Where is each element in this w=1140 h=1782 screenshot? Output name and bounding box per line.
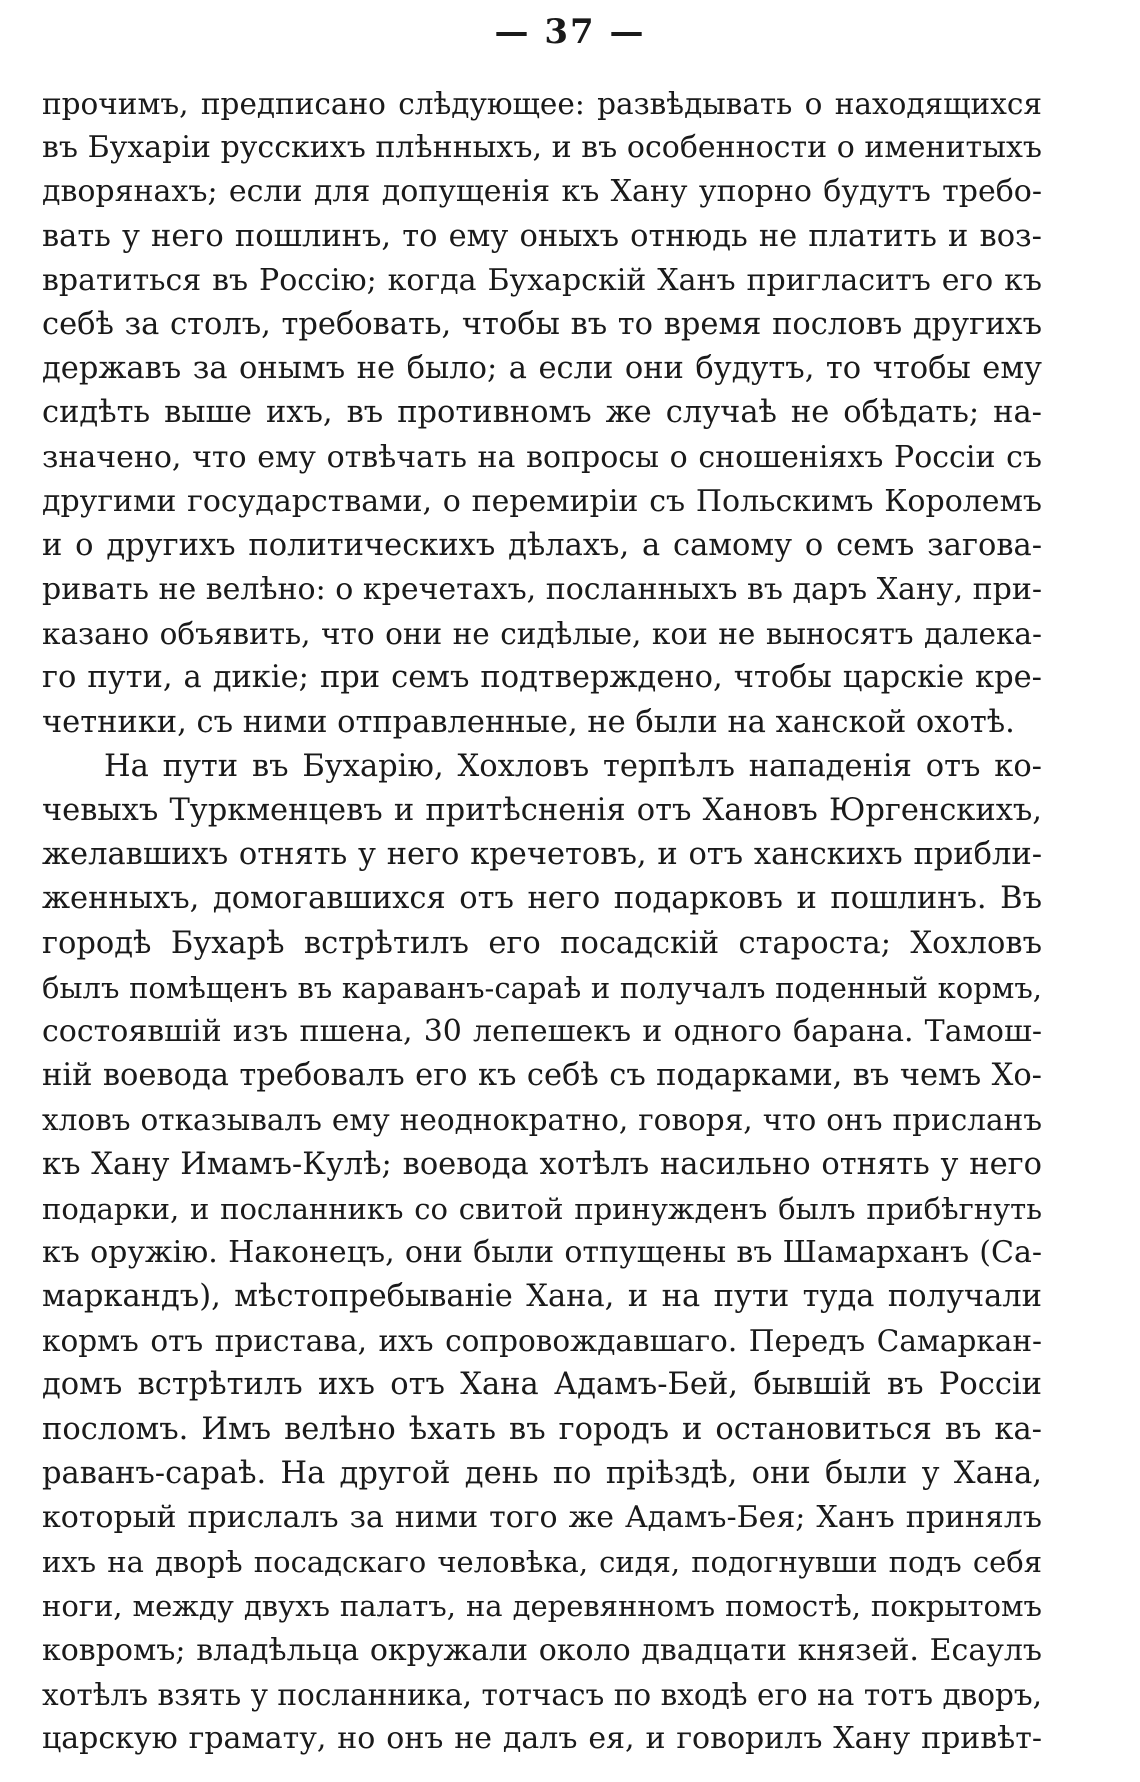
text-line: хловъ отказывалъ ему неоднократно, говоря, что онъ присланъ: [42, 1103, 1042, 1138]
text-line: го пути, а дикіе; при семъ подтверждено, чтобы царскіе кре-: [42, 660, 1042, 696]
text-line: На пути въ Бухарію, Хохловъ терпѣлъ нападенія отъ ко-: [104, 748, 1042, 784]
text-line: ній воевода требовалъ его къ себѣ съ подарками, въ чемъ Хо-: [42, 1058, 1042, 1094]
text-line: державъ за онымъ не было; а если они будутъ, то чтобы ему: [42, 351, 1042, 387]
text-line: маркандъ), мѣстопребываніе Хана, и на пути туда получали: [42, 1279, 1042, 1315]
text-line: хотѣлъ взять у посланника, тотчасъ по входѣ его на тотъ дворъ,: [42, 1677, 1042, 1712]
text-line: желавшихъ отнять у него кречетовъ, и отъ ханскихъ прибли-: [42, 837, 1042, 873]
body-text: [42, 82, 1042, 1761]
text-line: сидѣть выше ихъ, въ противномъ же случаѣ не обѣдать; на-: [42, 395, 1042, 431]
page-number: — 37 —: [494, 12, 646, 52]
text-line: былъ помѣщенъ въ караванъ-сараѣ и получалъ поденный кормъ,: [42, 970, 1042, 1005]
text-line: посломъ. Имъ велѣно ѣхать въ городъ и остановиться въ ка-: [42, 1411, 1042, 1447]
text-line: состоявшій изъ пшена, 30 лепешекъ и одного барана. Тамош-: [42, 1013, 1042, 1049]
text-line: раванъ-сараѣ. На другой день по пріѣздѣ, они были у Хана,: [42, 1455, 1042, 1491]
text-line: городѣ Бухарѣ встрѣтилъ его посадскій староста; Хохловъ: [42, 925, 1042, 961]
text-line: вать у него пошлинъ, то ему оныхъ отнюдь не платить и воз-: [42, 218, 1042, 254]
text-line: подарки, и посланникъ со свитой принужденъ былъ прибѣгнуть: [42, 1191, 1042, 1226]
text-line: царскую грамату, но онъ не далъ ея, и говорилъ Хану привѣт-: [42, 1720, 1042, 1756]
text-line: кормъ отъ пристава, ихъ сопровождавшаго. Передъ Самаркан-: [42, 1324, 1042, 1359]
text-line: къ оружію. Наконецъ, они были отпущены въ Шамарханъ (Са-: [42, 1234, 1042, 1270]
text-line: вратиться въ Россію; когда Бухарскій Ханъ пригласитъ его къ: [42, 262, 1042, 298]
text-line: казано объявить, что они не сидѣлые, кои не выносятъ далека-: [42, 617, 1042, 652]
text-line: дворянахъ; если для допущенія къ Хану упорно будутъ требо-: [42, 174, 1042, 210]
text-line: четники, съ ними отправленные, не были на ханской охотѣ.: [42, 704, 1015, 740]
text-line: ихъ на дворѣ посадскаго человѣка, сидя, подогнувши подъ себя: [42, 1545, 1042, 1580]
text-line: ковромъ; владѣльца окружали около двадцати князей. Есаулъ: [42, 1632, 1042, 1668]
text-line: къ Хану Имамъ-Кулѣ; воевода хотѣлъ насильно отнять у него: [42, 1146, 1042, 1182]
text-line: который прислалъ за ними того же Адамъ-Бея; Ханъ принялъ: [42, 1500, 1042, 1535]
text-line: значено, что ему отвѣчать на вопросы о сношеніяхъ Россіи съ: [42, 439, 1042, 475]
text-line: ривать не велѣно: о кречетахъ, посланныхъ въ даръ Хану, при-: [42, 572, 1042, 608]
text-line: домъ встрѣтилъ ихъ отъ Хана Адамъ-Бей, бывшій въ Россіи: [42, 1367, 1042, 1403]
text-line: ноги, между двухъ палатъ, на деревянномъ помостѣ, покрытомъ: [42, 1589, 1042, 1624]
text-line: въ Бухаріи русскихъ плѣнныхъ, и въ особенности о именитыхъ: [42, 130, 1042, 166]
text-line: прочимъ, предписано слѣдующее: развѣдывать о находящихся: [42, 87, 1042, 121]
text-line: и о другихъ политическихъ дѣлахъ, а самому о семъ загова-: [42, 527, 1042, 563]
text-line: другими государствами, о перемиріи съ Польскимъ Королемъ: [42, 483, 1042, 519]
text-line: женныхъ, домогавшихся отъ него подарковъ и пошлинъ. Въ: [42, 881, 1042, 917]
text-line: чевыхъ Туркменцевъ и притѣсненія отъ Хановъ Юргенскихъ,: [42, 793, 1042, 828]
text-line: себѣ за столъ, требовать, чтобы въ то время пословъ другихъ: [42, 306, 1042, 342]
